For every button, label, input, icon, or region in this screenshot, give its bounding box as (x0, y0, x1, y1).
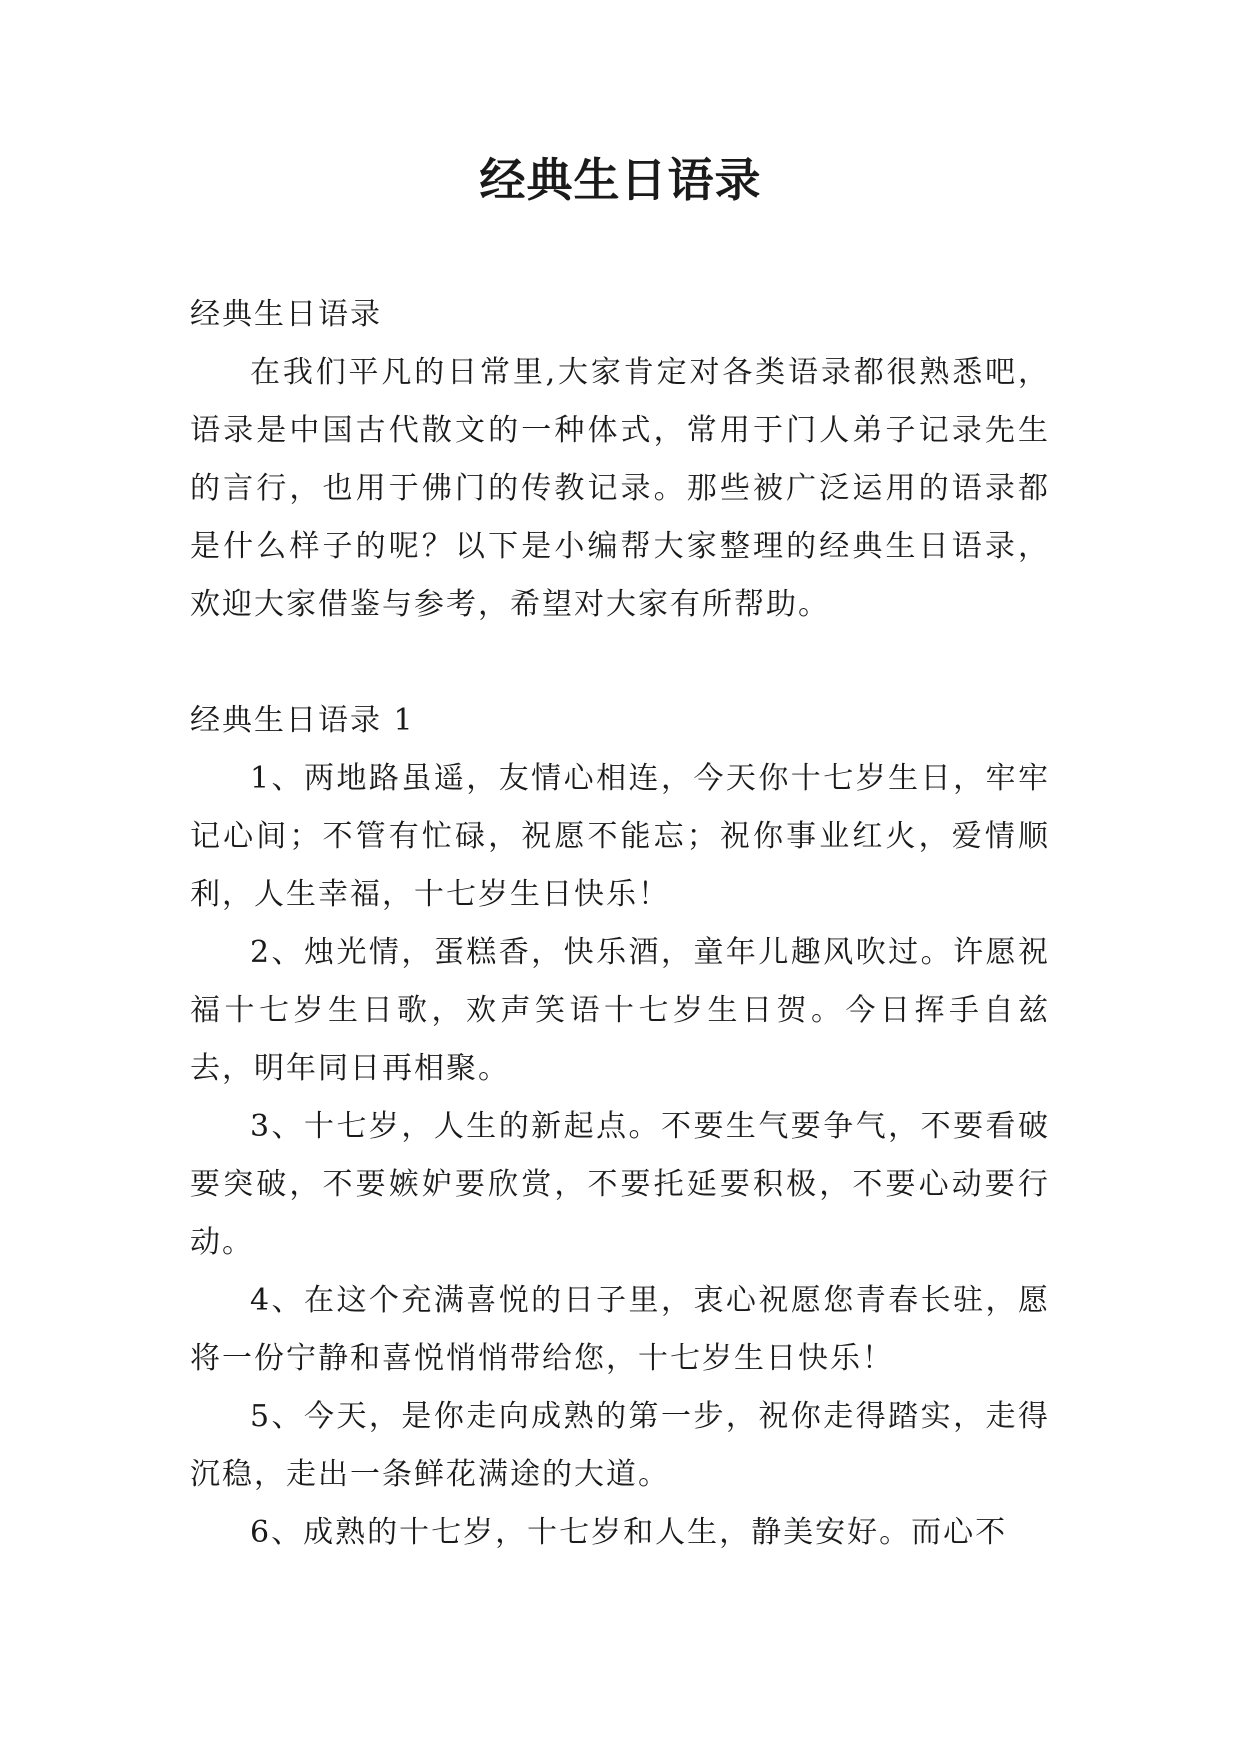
list-item: 4、在这个充满喜悦的日子里，衷心祝愿您青春长驻，愿将一份宁静和喜悦悄悄带给您，十七岁生日快乐！ (190, 1283, 1050, 1376)
paragraph-spacer (190, 634, 1050, 692)
list-item: 6、成熟的十七岁，十七岁和人生，静美安好。而心不 (250, 1515, 1008, 1550)
list-item: 1、两地路虽遥，友情心相连，今天你十七岁生日，牢牢记心间；不管有忙碌，祝愿不能忘；祝你事业红火，爱情顺利，人生幸福，十七岁生日快乐！ (190, 761, 1050, 912)
intro-paragraph: 在我们平凡的日常里,大家肯定对各类语录都很熟悉吧，语录是中国古代散文的一种体式，常用于门人弟子记录先生的言行，也用于佛门的传教记录。那些被广泛运用的语录都是什么样子的呢？以下是小编帮大家整理的经典生日语录，欢迎大家借鉴与参考，希望对大家有所帮助。 (190, 355, 1050, 622)
list-item: 3、十七岁，人生的新起点。不要生气要争气，不要看破要突破，不要嫉妒要欣赏，不要托延要积极，不要心动要行动。 (190, 1109, 1050, 1260)
document-title: 经典生日语录 (479, 153, 762, 207)
list-item: 5、今天，是你走向成熟的第一步，祝你走得踏实，走得沉稳，走出一条鲜花满途的大道。 (190, 1399, 1050, 1492)
list-item: 2、烛光情，蛋糕香，快乐酒，童年儿趣风吹过。许愿祝福十七岁生日歌，欢声笑语十七岁生日贺。今日挥手自兹去，明年同日再相聚。 (190, 935, 1050, 1086)
document-body (190, 286, 1050, 1562)
subtitle: 经典生日语录 (190, 297, 382, 332)
section-heading: 经典生日语录 1 (190, 703, 415, 738)
